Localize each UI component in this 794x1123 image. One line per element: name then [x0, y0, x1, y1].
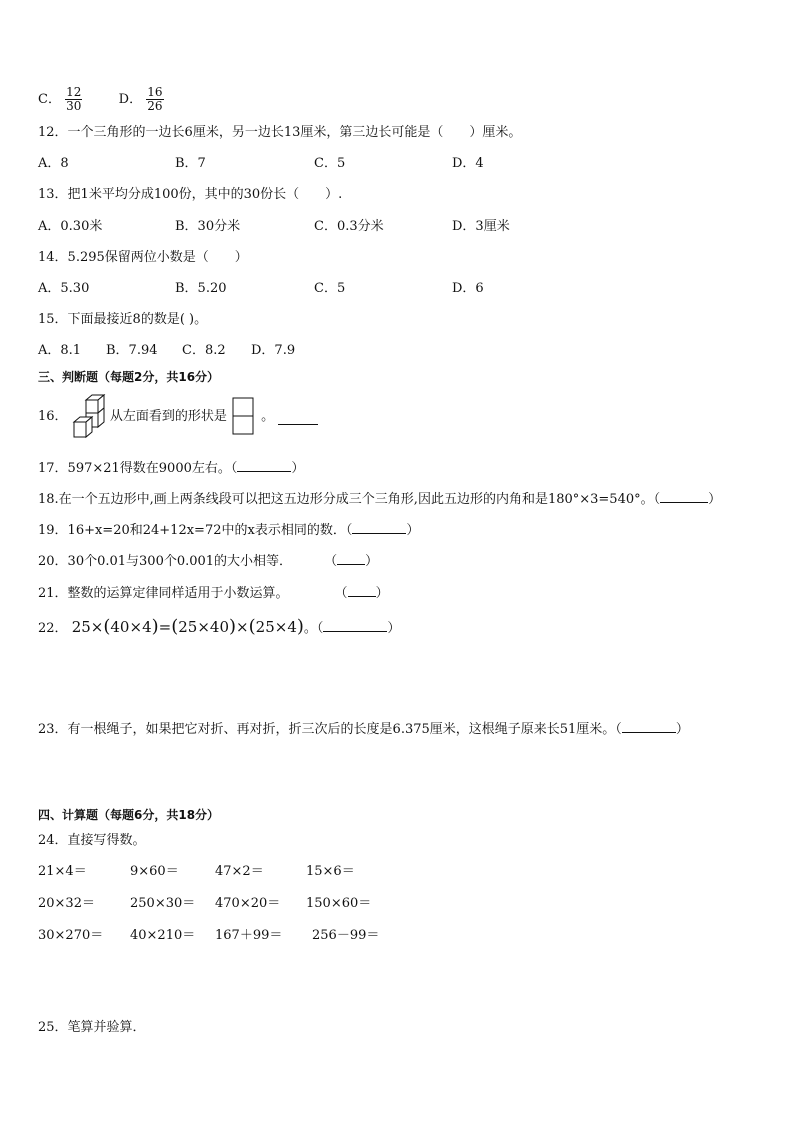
q22-term: 40: [110, 618, 130, 636]
q22-term: 25: [178, 618, 198, 636]
q14-option-a: A．5.30: [38, 281, 90, 296]
q20-close: ）: [365, 554, 379, 569]
q24-stem: 24．直接写得数。: [38, 833, 146, 848]
q22-number: 22．: [38, 621, 68, 636]
q20-answer-blank[interactable]: [337, 550, 365, 565]
times-sign: ×: [197, 618, 210, 636]
q12-option-b: B．7: [175, 156, 206, 171]
q19-text: 19．16+x=20和24+12x=72中的x表示相同的数．（: [38, 523, 353, 538]
q15-option-c: C．8.2: [182, 343, 226, 358]
q24-item: 40×210＝: [130, 928, 196, 943]
q13-option-d: D．3厘米: [452, 219, 510, 234]
q24-item: 470×20＝: [215, 896, 281, 911]
q23: [38, 718, 689, 739]
q18-text: 18.在一个五边形中,画上两条线段可以把这五边形分成三个三角形,因此五边形的内角和是180°×3=540°。（: [38, 492, 661, 507]
q16: [38, 394, 318, 444]
q12-option-a: A．8: [38, 156, 69, 171]
q22: [38, 615, 400, 641]
times-sign: ×: [90, 618, 104, 636]
q23-close: ）: [675, 722, 689, 737]
q11-option-d-label: D．: [118, 92, 143, 107]
q15-option-b: B．7.94: [106, 343, 158, 358]
q24-item: 167＋99＝: [215, 928, 283, 943]
times-sign: ×: [236, 618, 249, 636]
times-sign: ×: [129, 618, 143, 636]
q11-option-c-fraction: [65, 86, 82, 113]
q24-item: 9×60＝: [130, 864, 179, 879]
q19-close: ）: [406, 523, 420, 538]
q23-answer-blank[interactable]: [622, 718, 676, 733]
left-view-figure: [231, 396, 257, 438]
q22-term: 4: [287, 618, 297, 636]
fraction-denominator: 26: [147, 99, 163, 113]
q13-option-b: B．30分米: [175, 219, 241, 234]
fraction-denominator: 30: [66, 99, 82, 113]
q16-number: 16．: [38, 409, 68, 424]
q18: [38, 488, 721, 509]
q11-option-c-label: C．: [38, 92, 61, 107]
q13-option-c: C．0.3分米: [314, 219, 384, 234]
q11-options: [38, 86, 164, 113]
q13-stem: 13．把1米平均分成100份，其中的30份长（ ）.: [38, 187, 343, 202]
q24-item: 20×32＝: [38, 896, 95, 911]
q17-close: ）: [291, 461, 305, 476]
q15-option-d: D．7.9: [251, 343, 296, 358]
q22-term: 25: [71, 618, 91, 636]
q18-answer-blank[interactable]: [660, 488, 708, 503]
cube-stack-figure: [72, 394, 106, 440]
fraction-numerator: 16: [147, 85, 163, 99]
q23-text: 23．有一根绳子，如果把它对折、再对折，折三次后的长度是6.375厘米，这根绳子原来长51厘米。（: [38, 722, 622, 737]
times-sign: ×: [274, 618, 288, 636]
q14-option-d: D．6: [452, 281, 484, 296]
q22-close: ）: [387, 621, 401, 636]
q18-close: ）: [708, 492, 722, 507]
q22-expression: 25×(40×4)=(25×40)×(25×4): [71, 616, 304, 637]
section-4-title: 四、计算题（每题6分，共18分）: [38, 808, 220, 822]
q11-option-d-fraction: [146, 86, 163, 113]
q12-stem: 12．一个三角形的一边长6厘米，另一边长13厘米，第三边长可能是（ ）厘米。: [38, 125, 522, 140]
q17: [38, 457, 304, 478]
q13-option-a: A．0.30米: [38, 219, 103, 234]
q17-text: 17．597×21得数在9000左右。（: [38, 461, 238, 476]
q15-stem: 15．下面最接近8的数是( )。: [38, 312, 208, 327]
q22-term: 25: [255, 618, 275, 636]
q24-item: 15×6＝: [306, 864, 355, 879]
q24-item: 30×270＝: [38, 928, 104, 943]
q16-text: 从左面看到的形状是: [109, 409, 227, 424]
section-3-title: 三、判断题（每题2分，共16分）: [38, 370, 220, 384]
q21-answer-blank[interactable]: [348, 582, 376, 597]
q22-term: 4: [142, 618, 152, 636]
q22-answer-blank[interactable]: [323, 617, 387, 632]
q15-option-a: A．8.1: [38, 343, 82, 358]
q14-stem: 14．5.295保留两位小数是（ ）: [38, 250, 248, 265]
q20-open: （: [324, 554, 338, 569]
q16-answer-blank[interactable]: [278, 410, 318, 425]
q19: [38, 519, 419, 540]
q16-end: 。: [261, 409, 275, 424]
q22-term: 40: [209, 618, 230, 636]
q21-close: ）: [375, 586, 389, 601]
q24-item: 21×4＝: [38, 864, 87, 879]
q22-end: 。（: [303, 621, 324, 636]
q24-item: 250×30＝: [130, 896, 196, 911]
q14-option-c: C．5: [314, 281, 346, 296]
q12-option-d: D．4: [452, 156, 484, 171]
q21-text: 21．整数的运算定律同样适用于小数运算。: [38, 586, 289, 601]
equals-sign: =: [158, 618, 172, 636]
q20-text: 20．30个0.01与300个0.001的大小相等．: [38, 554, 293, 569]
q12-option-c: C．5: [314, 156, 346, 171]
q21: [38, 582, 389, 603]
fraction-numerator: 12: [66, 85, 82, 99]
q25-stem: 25．笔算并验算．: [38, 1020, 146, 1035]
q14-option-b: B．5.20: [175, 281, 227, 296]
q24-item: 256－99＝: [312, 928, 380, 943]
q17-answer-blank[interactable]: [237, 457, 291, 472]
q24-item: 150×60＝: [306, 896, 372, 911]
q19-answer-blank[interactable]: [352, 519, 406, 534]
q20: [38, 550, 378, 571]
q21-open: （: [334, 586, 348, 601]
q24-item: 47×2＝: [215, 864, 264, 879]
